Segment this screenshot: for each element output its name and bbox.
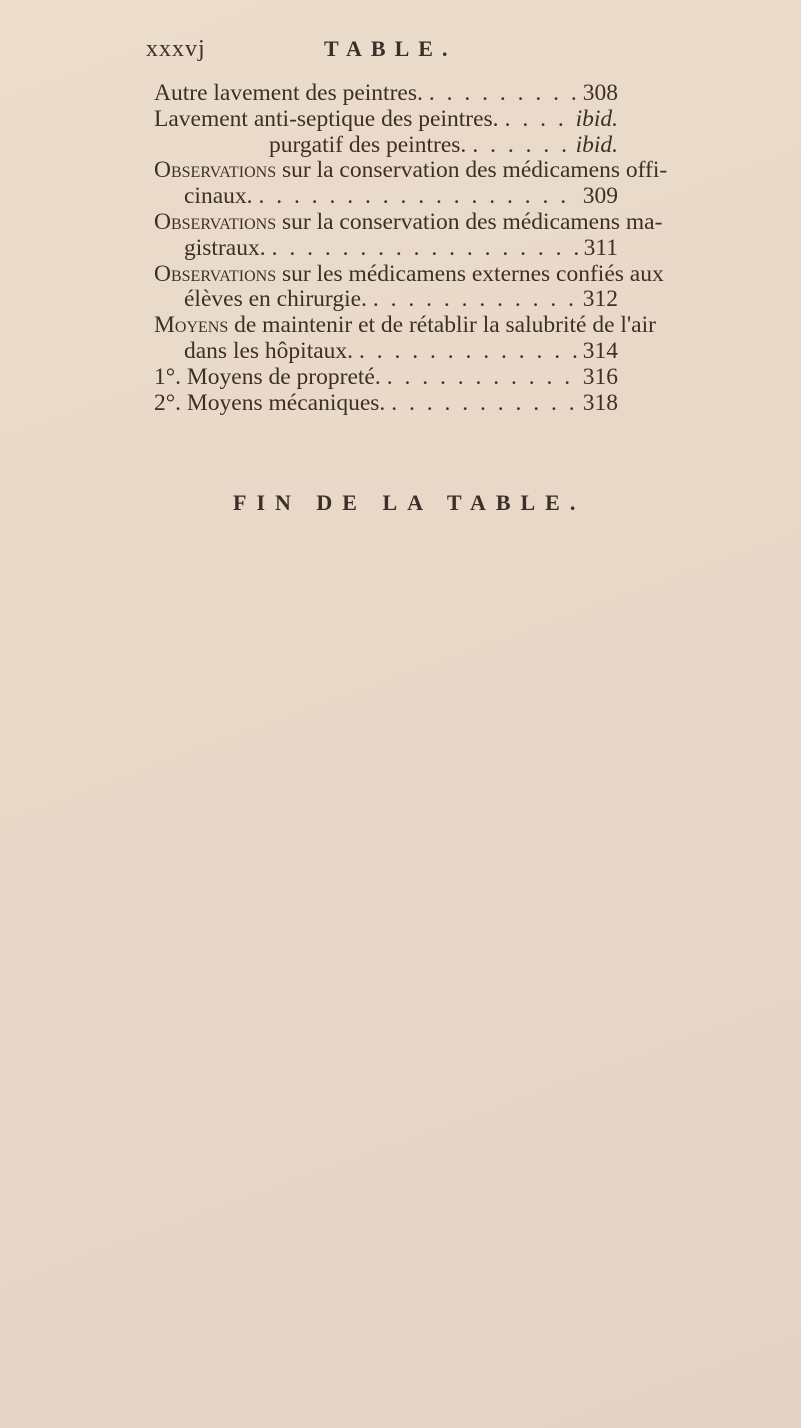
table-of-contents [154, 80, 668, 416]
leader-dots [505, 106, 570, 133]
toc-page: 311 [583, 234, 618, 261]
toc-entry: Moyens de maintenir et de rétablir la salubrité de l'air [154, 312, 656, 339]
toc-page: 312 [582, 286, 618, 313]
toc-entry: Autre lavement des peintres. . . . 308 [154, 80, 618, 106]
leader-dots [359, 338, 577, 365]
toc-entry: cinaux. . . . 309 [154, 183, 618, 209]
end-of-table: FIN DE LA TABLE. [233, 490, 586, 515]
leader-dots [429, 80, 577, 107]
toc-entry: dans les hôpitaux. . . . 314 [154, 338, 618, 364]
toc-page: 318 [582, 389, 618, 416]
leader-dots [472, 132, 569, 159]
leader-dots [272, 235, 578, 262]
running-header [146, 36, 618, 66]
toc-entry: Observations sur la conservation des médicamens offi- [154, 157, 668, 184]
toc-entry: purgatif des peintres. . . . ibid. [154, 132, 618, 158]
toc-page: 308 [582, 80, 618, 106]
toc-page: 309 [582, 183, 618, 210]
toc-entry: Observations sur la conservation des médicamens ma- [154, 208, 663, 235]
toc-entry: Observations sur les médicamens externes confiés aux [154, 260, 664, 287]
toc-entry: Lavement anti-septique des peintres. . . . ibid. [154, 106, 618, 132]
toc-page: 314 [582, 337, 618, 364]
toc-entry: gistraux. . . . 311 [154, 235, 618, 261]
toc-entry: 1°. Moyens de propreté. . . . 316 [154, 364, 618, 390]
toc-page: ibid. [575, 105, 618, 132]
leader-dots [387, 364, 577, 391]
leader-dots [259, 183, 577, 210]
page-title: TABLE. [324, 36, 457, 61]
page-number: xxxvj [146, 36, 206, 62]
toc-entry: élèves en chirurgie. . . . 312 [154, 286, 618, 312]
toc-page: 316 [582, 363, 618, 390]
toc-page: ibid. [575, 131, 618, 158]
toc-entry: 2°. Moyens mécaniques. . . . 318 [154, 390, 618, 416]
leader-dots [373, 286, 577, 313]
leader-dots [391, 390, 576, 417]
